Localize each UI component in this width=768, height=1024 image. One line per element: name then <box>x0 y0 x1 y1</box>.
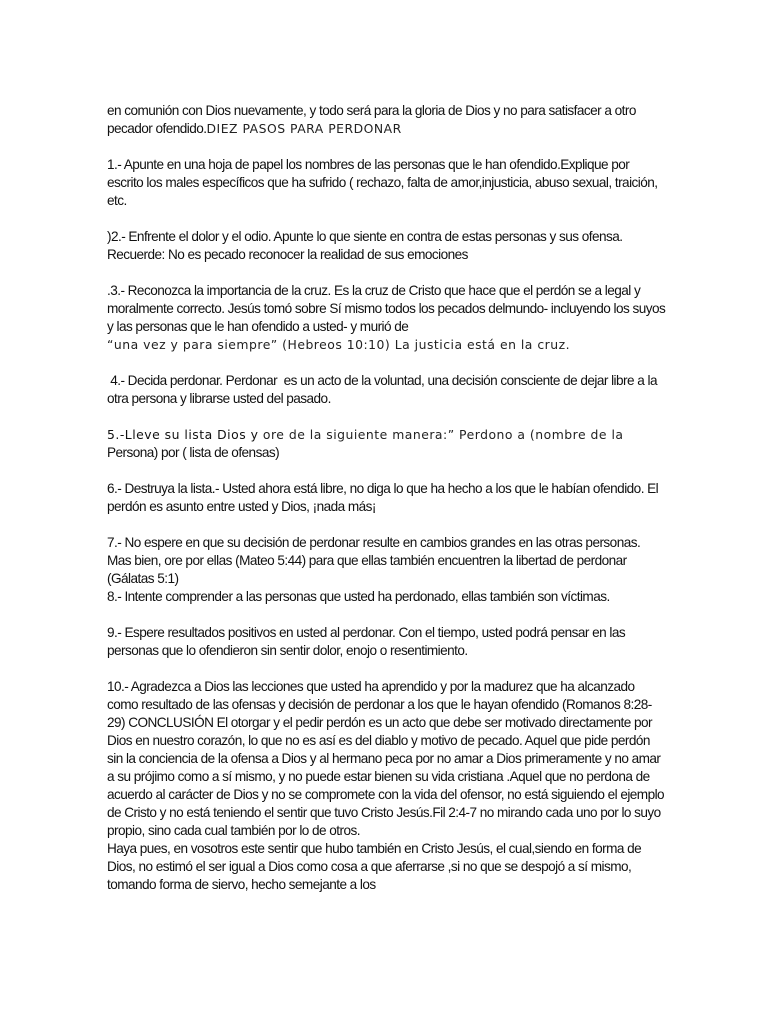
spacer <box>107 354 667 372</box>
step-7-paragraph: 7.- No espere en que su decisión de perdonar resulte en cambios grandes en las otras personas. Mas bien, ore por ellas (Mateo 5:44) para que ellas también encuentren la libertad de perdonar (Gálatas 5:1) <box>107 535 641 586</box>
step-10-paragraph: 10.- Agradezca a Dios las lecciones que usted ha aprendido y por la madurez que ha alcanzado como resultado de las ofensas y decisión de perdonar a los que le hayan ofendido (Romanos 8:28-29) CONCLUSIÓN El otorgar y el pedir perdón es un acto que debe ser motivado directamente por Dios en nuestro corazón, lo que no es así es del diablo y motivo de pecado. Aquel que pide perdón sin la conciencia de la ofensa a Dios y al hermano peca por no amar a Dios primeramente y no amar a su prójimo como a sí mismo, y no puede estar bienen su vida cristiana .Aquel que no perdona de acuerdo al carácter de Dios y no se compromete con la vida del ofensor, no está siguiendo el ejemplo de Cristo y no está teniendo el sentir que tuvo Cristo Jesús.Fil 2:4-7 no mirando cada uno por lo suyo propio, sino cada cual también por lo de otros. <box>107 679 665 838</box>
section-heading: DIEZ PASOS PARA PERDONAR <box>206 121 402 136</box>
spacer <box>107 606 667 624</box>
step-5-tail: Persona) por ( lista de ofensas) <box>107 445 280 460</box>
intro-paragraph <box>107 102 667 138</box>
closing-paragraph: Haya pues, en vosotros este sentir que hubo también en Cristo Jesús, el cual,siendo en forma de Dios, no estimó el ser igual a Dios como cosa a que aferrarse ,si no que se despojó a sí mismo, tomando forma de siervo, hecho semejante a los <box>107 841 642 892</box>
spacer <box>107 660 667 678</box>
step-3-text: .3.- Reconozca la importancia de la cruz. Es la cruz de Cristo que hace que el perdón se a legal y moralmente correcto. Jesús tomó sobre Sí mismo todos los pecados delmundo- incluyendo los suyos y las personas que le han ofendido a usted- y murió de <box>107 283 666 334</box>
spacer <box>107 264 667 282</box>
step-4-paragraph: 4.- Decida perdonar. Perdonar es un acto de la voluntad, una decisión consciente de dejar libre a la otra persona y librarse usted del pasado. <box>107 373 661 406</box>
step-9-paragraph: 9.- Espere resultados positivos en usted al perdonar. Con el tiempo, usted podrá pensar en las personas que lo ofendieron sin sentir dolor, enojo o resentimiento. <box>107 625 626 658</box>
step-5-prayer: ore de la siguiente manera:” Perdono a (nombre de la <box>262 427 624 442</box>
intro-text: en comunión con Dios nuevamente, y todo será para la gloria de Dios y no para satisfacer a otro pecador ofendido. <box>107 103 636 136</box>
step-3-paragraph <box>107 282 667 354</box>
step-5-lead: 5.-Lleve su lista Dios y <box>107 427 263 442</box>
step-3-quote: “una vez y para siempre” (Hebreos 10:10) La justicia está en la cruz. <box>107 337 571 352</box>
document-page <box>107 102 667 894</box>
spacer <box>107 210 667 228</box>
spacer <box>107 462 667 480</box>
step-1-paragraph: 1.- Apunte en una hoja de papel los nombres de las personas que le han ofendido.Explique por escrito los males específicos que ha sufrido ( rechazo, falta de amor,injusticia, abuso sexual, traición, etc. <box>107 157 658 208</box>
step-5-paragraph <box>107 426 667 462</box>
step-8-paragraph: 8.- Intente comprender a las personas que usted ha perdonado, ellas también son víctimas. <box>107 589 610 604</box>
step-6-paragraph: 6.- Destruya la lista.- Usted ahora está libre, no diga lo que ha hecho a los que le habían ofendido. El perdón es asunto entre usted y Dios, ¡nada más¡ <box>107 481 659 514</box>
step-2-paragraph: )2.- Enfrente el dolor y el odio. Apunte lo que siente en contra de estas personas y sus ofensa. Recuerde: No es pecado reconocer la realidad de sus emociones <box>107 229 623 262</box>
spacer <box>107 408 667 426</box>
spacer <box>107 516 667 534</box>
spacer <box>107 138 667 156</box>
